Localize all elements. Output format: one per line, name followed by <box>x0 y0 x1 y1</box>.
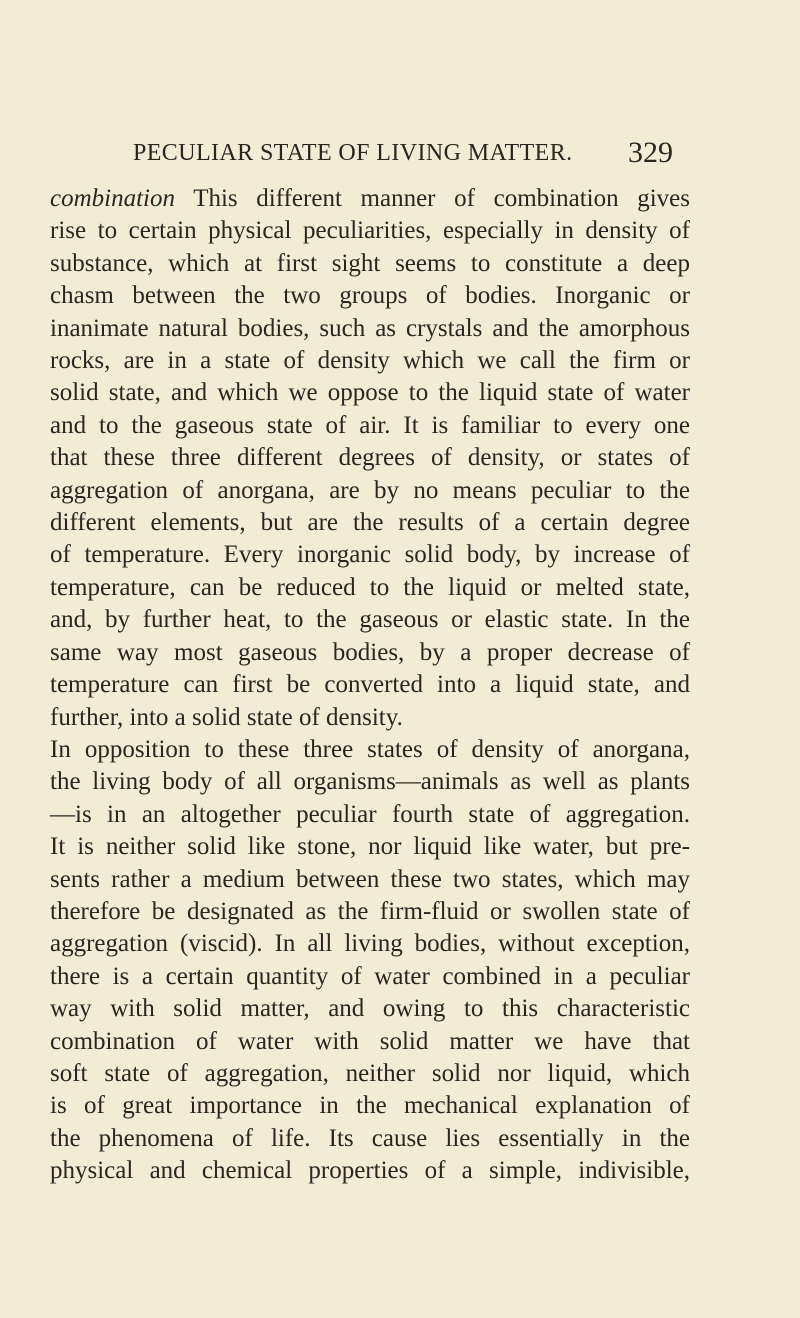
text-line: temperature, can be reduced to the liquid or melted state, <box>50 573 690 601</box>
text-line: same way most gaseous bodies, by a proper decrease of <box>50 638 690 666</box>
text-line: rise to certain physical peculiarities, especially in density of <box>50 217 690 245</box>
text-line-rest: This different manner of combination gives <box>175 185 690 212</box>
text-line: soft state of aggregation, neither solid nor liquid, which <box>50 1059 690 1087</box>
text-line: inanimate natural bodies, such as crystals and the amorphous <box>50 314 690 342</box>
text-line: further, into a solid state of density. <box>50 703 403 731</box>
text-line: the living body of all organisms—animals as well as plants <box>50 768 690 796</box>
text-line: different elements, but are the results of a certain degree <box>50 509 690 537</box>
text-line: In opposition to these three states of density of anorgana, <box>50 735 690 763</box>
text-line: temperature can first be converted into a liquid state, and <box>50 671 690 699</box>
text-line: the phenomena of life. Its cause lies essentially in the <box>50 1124 690 1152</box>
text-line: physical and chemical properties of a simple, indivisible, <box>50 1157 690 1185</box>
text-line: aggregation (viscid). In all living bodies, without exception, <box>50 930 690 958</box>
text-line <box>50 183 690 215</box>
text-line: chasm between the two groups of bodies. Inorganic or <box>50 282 690 310</box>
text-line: of temperature. Every inorganic solid body, by increase of <box>50 541 690 569</box>
text-line: substance, which at first sight seems to constitute a deep <box>50 249 690 277</box>
text-line: rocks, are in a state of density which we call the firm or <box>50 347 690 375</box>
text-line: It is neither solid like stone, nor liquid like water, but pre- <box>50 833 690 861</box>
text-line: is of great importance in the mechanical explanation of <box>50 1092 690 1120</box>
text-line: therefore be designated as the firm-fluid or swollen state of <box>50 897 690 925</box>
text-line: and, by further heat, to the gaseous or elastic state. In the <box>50 606 690 634</box>
page-number: 329 <box>628 136 673 169</box>
text-line: —is in an altogether peculiar fourth state of aggregation. <box>50 800 690 828</box>
text-line: there is a certain quantity of water combined in a peculiar <box>50 962 690 990</box>
running-title: PECULIAR STATE OF LIVING MATTER. <box>133 140 573 166</box>
text-line: and to the gaseous state of air. It is familiar to every one <box>50 411 690 439</box>
text-line: way with solid matter, and owing to this characteristic <box>50 995 690 1023</box>
running-head <box>133 138 673 178</box>
text-line: that these three different degrees of density, or states of <box>50 444 690 472</box>
text-line: combination of water with solid matter we have that <box>50 1027 690 1055</box>
text-line: sents rather a medium between these two states, which may <box>50 865 690 893</box>
italic-word: combination <box>50 185 175 212</box>
body-text <box>50 183 690 1188</box>
text-line: solid state, and which we oppose to the liquid state of water <box>50 379 690 407</box>
text-line: aggregation of anorgana, are by no means peculiar to the <box>50 476 690 504</box>
